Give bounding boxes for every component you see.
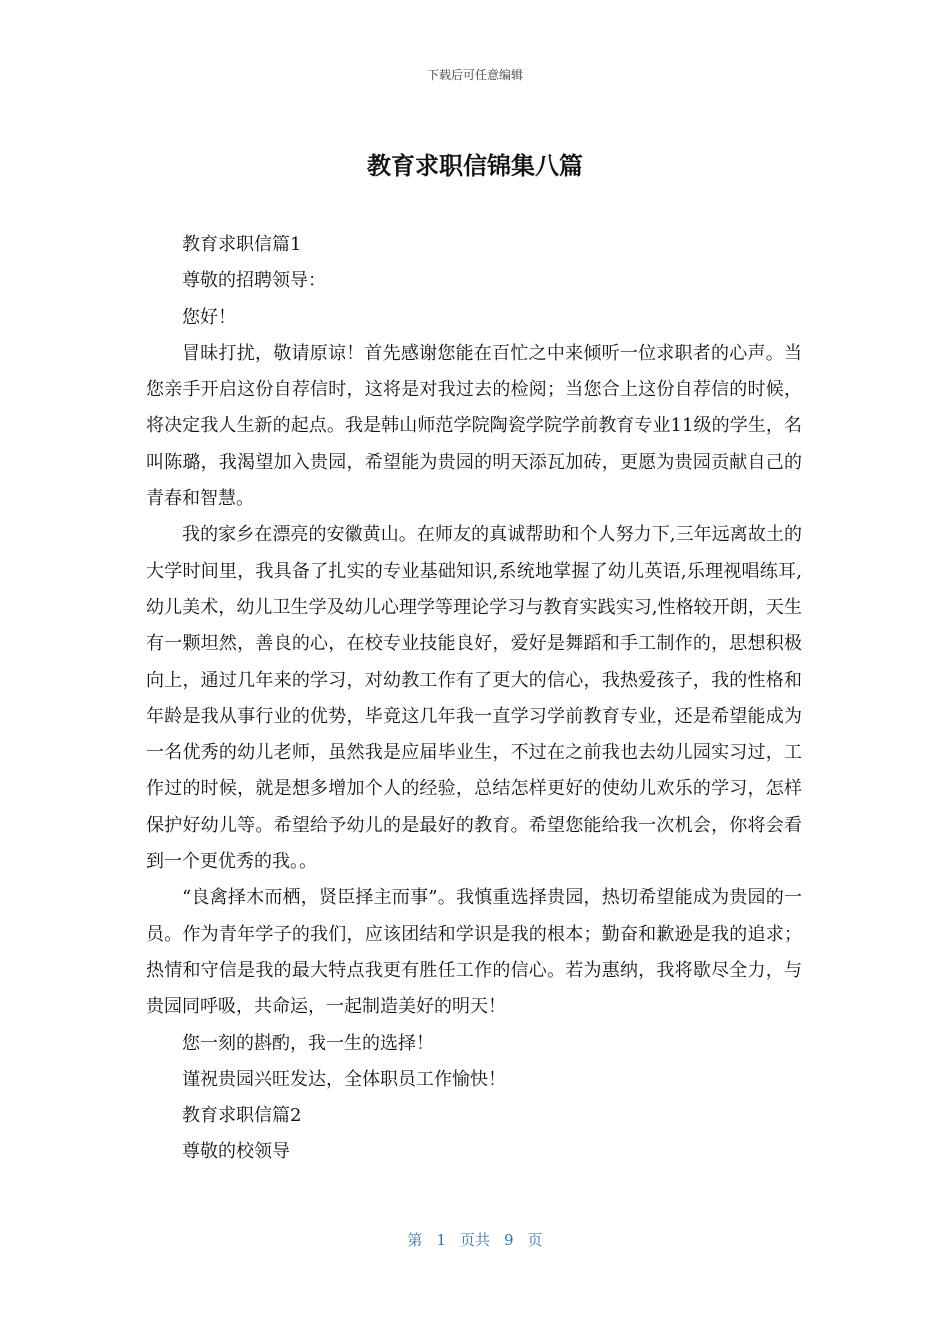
closing-wishes: 谨祝贵园兴旺发达，全体职员工作愉快！ bbox=[182, 1068, 506, 1090]
body-paragraph: 冒昧打扰，敬请原谅！首先感谢您能在百忙之中来倾听一位求职者的心声。当您亲手开启这份自荐信时，这将是对我过去的检阅；当您合上这份自荐信的时候，将决定我人生新的起点。我是韩山师范学院陶瓷学院学前教育专业11级的学生，名叫陈璐，我渴望加入贵园，希望能为贵园的明天添瓦加砖，更愿为贵园贡献自己的青春和智慧。 bbox=[146, 342, 802, 510]
salutation: 尊敬的招聘领导： bbox=[182, 270, 326, 292]
page-of-label: 页共 bbox=[459, 1231, 490, 1249]
page-header: 下载后可任意编辑 bbox=[426, 68, 523, 82]
body-paragraph: 我的家乡在漂亮的安徽黄山。在师友的真诚帮助和个人努力下,三年远离故土的大学时间里，我具备了扎实的专业基础知识,系统地掌握了幼儿英语,乐理视唱练耳,幼儿美术，幼儿卫生学及幼儿心理学等理论学习与教育实践实习,性格较开朗，天生有一颗坦然，善良的心，在校专业技能良好，爱好是舞蹈和手工制作的，思想积极向上，通过几年来的学习，对幼教工作有了更大的信心，我热爱孩子，我的性格和年龄是我从事行业的优势，毕竟这几年我一直学习学前教育专业，还是希望能成为一名优秀的幼儿老师，虽然我是应届毕业生，不过在之前我也去幼儿园实习过，工作过的时候，就是想多增加个人的经验，总结怎样更好的使幼儿欢乐的学习，怎样保护好幼儿等。希望给予幼儿的是最好的教育。希望您能给我一次机会，你将会看到一个更优秀的我。。 bbox=[146, 524, 802, 873]
page-label: 第 bbox=[407, 1231, 423, 1249]
document-title: 教育求职信锦集八篇 bbox=[367, 152, 583, 180]
document-body bbox=[146, 227, 802, 1171]
page-suffix: 页 bbox=[527, 1231, 543, 1249]
closing-line: 您一刻的斟酌，我一生的选择！ bbox=[182, 1032, 434, 1054]
salutation: 尊敬的校领导 bbox=[182, 1141, 290, 1163]
section-heading-1: 教育求职信篇1 bbox=[182, 234, 302, 255]
current-page-number: 1 bbox=[436, 1231, 446, 1249]
section-heading-2: 教育求职信篇2 bbox=[182, 1105, 302, 1127]
page-footer bbox=[0, 1229, 950, 1251]
greeting: 您好！ bbox=[182, 306, 236, 328]
body-paragraph: “良禽择木而栖，贤臣择主而事”。我慎重选择贵园，热切希望能成为贵园的一员。作为青年学子的我们，应该团结和学识是我的根本；勤奋和歉逊是我的追求；热情和守信是我的最大特点我更有胜任工作的信心。若为惠纳，我将歇尽全力，与贵园同呼吸，共命运，一起制造美好的明天！ bbox=[146, 887, 802, 1018]
total-pages-number: 9 bbox=[504, 1231, 514, 1249]
